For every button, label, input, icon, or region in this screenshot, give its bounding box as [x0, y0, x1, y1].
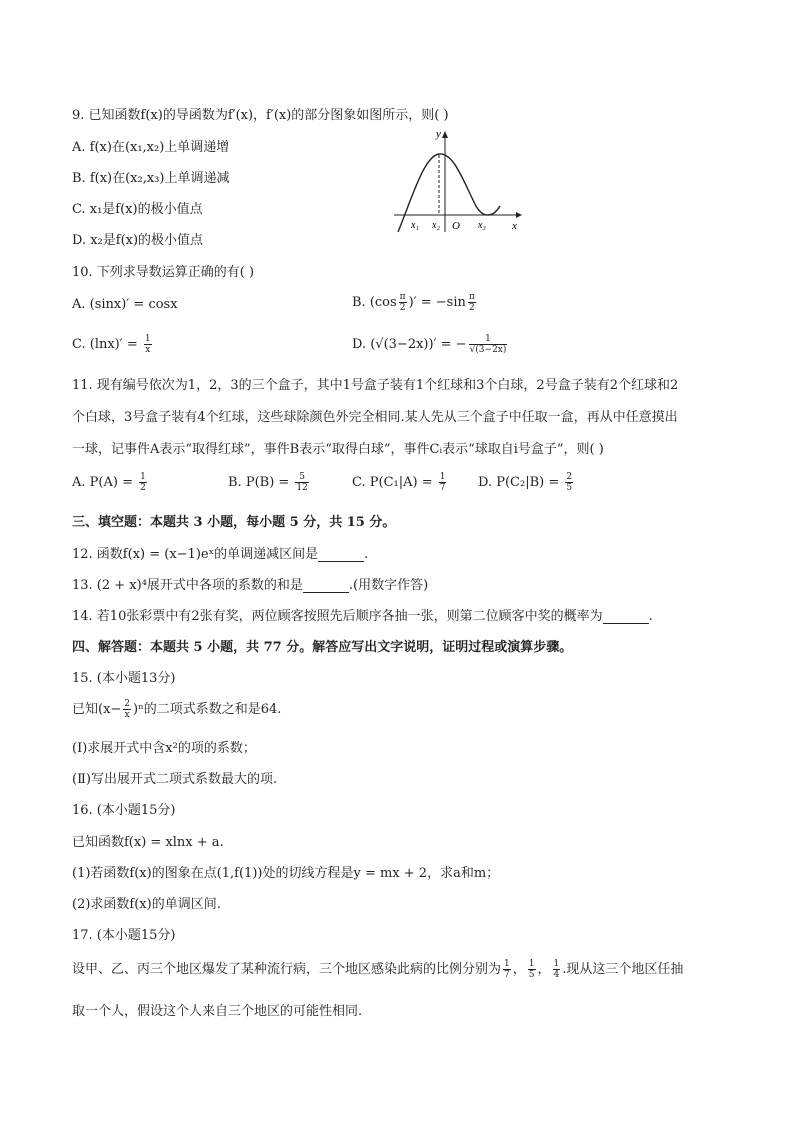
q17-line-2: 取一个人，假设这个人来自三个地区的可能性相同.	[72, 1004, 363, 1019]
q16-line-3: (2)求函数f(x)的单调区间.	[72, 897, 221, 912]
q10-option-b: B. (cos $\frac{\pi}{2}$ )′ = −sin $\frac{\pi}{2}$	[352, 292, 475, 313]
derivative-graph	[392, 128, 524, 234]
q10-stem: 10. 下列求导数运算正确的有( )	[72, 265, 255, 280]
label-x1: x₁	[411, 220, 419, 231]
q13: 13. (2 + x)⁴展开式中各项的系数的和是 .(用数字作答)	[72, 578, 429, 593]
q11-option-d: D. P(C₂|B) = $\frac{2}{5}$	[478, 472, 573, 493]
q9-option-a: A. f(x)在(x₁,x₂)上单调递增	[72, 140, 230, 155]
q15-heading: 15. (本小题13分)	[72, 671, 176, 686]
q9-stem: 9. 已知函数f(x)的导函数为f′(x)，f′(x)的部分图象如图所示，则( )	[72, 108, 449, 123]
q14-answer-blank	[603, 611, 649, 624]
y-axis-arrow	[442, 131, 448, 138]
q16-line-1: 已知函数f(x) = xlnx + a.	[72, 835, 224, 850]
q15-line-1: 已知(x− $\frac{2}{x}$ )ⁿ的二项式系数之和是64.	[72, 699, 282, 720]
q10-option-d: D. (√(3−2x))′ = − $\frac{1}{√(3-2x)}$	[352, 334, 507, 355]
q17-heading: 17. (本小题15分)	[72, 928, 176, 943]
label-origin: O	[452, 220, 460, 232]
x-axis-arrow	[516, 212, 522, 218]
q9-option-c: C. x₁是f(x)的极小值点	[72, 202, 203, 217]
section-3-heading: 三、填空题：本题共 3 小题，每小题 5 分，共 15 分。	[72, 515, 396, 530]
q14: 14. 若10张彩票中有2张有奖，两位顾客按照先后顺序各抽一张，则第二位顾客中奖的概率为 .	[72, 609, 653, 624]
q13-answer-blank	[303, 580, 349, 593]
label-y: y	[436, 128, 441, 140]
q9-option-b: B. f(x)在(x₂,x₃)上单调递减	[72, 171, 230, 186]
q11-option-a: A. P(A) = $\frac{1}{2}$	[72, 472, 146, 493]
q11-line-2: 个白球，3号盒子装有4个红球，这些球除颜色外完全相同.某人先从三个盒子中任取一盒，再从中任意摸出	[72, 410, 678, 425]
q15-line-2: (Ⅰ)求展开式中含x²的项的系数；	[72, 741, 256, 756]
q16-line-2: (1)若函数f(x)的图象在点(1,f(1))处的切线方程是y = mx + 2，求a和m；	[72, 866, 500, 881]
q15-line-3: (Ⅱ)写出展开式二项式系数最大的项.	[72, 772, 278, 787]
q12: 12. 函数f(x) = (x−1)eˣ的单调递减区间是 .	[72, 547, 369, 562]
q11-option-b: B. P(B) = $\frac{5}{12}$	[228, 472, 308, 493]
section-4-heading: 四、解答题：本题共 5 小题，共 77 分。解答应写出文字说明，证明过程或演算步骤。	[72, 640, 573, 655]
q11-option-c: C. P(C₁|A) = $\frac{1}{7}$	[352, 472, 446, 493]
q10-option-c: C. (lnx)′ = $\frac{1}{x}$	[72, 334, 151, 355]
q12-answer-blank	[318, 549, 364, 562]
q16-heading: 16. (本小题15分)	[72, 803, 176, 818]
label-x3: x₃	[478, 220, 486, 231]
q11-line-3: 一球，记事件A表示“取得红球”，事件B表示“取得白球”，事件Cᵢ表示“球取自i号盒子”，则( )	[72, 442, 604, 457]
q9-option-d: D. x₂是f(x)的极小值点	[72, 233, 204, 248]
q11-line-1: 11. 现有编号依次为1，2，3的三个盒子，其中1号盒子装有1个红球和3个白球，2号盒子装有2个红球和2	[72, 378, 679, 393]
label-x2: x₂	[432, 220, 440, 231]
label-x: x	[512, 220, 517, 232]
q17-line-1: 设甲、乙、丙三个地区爆发了某种流行病，三个地区感染此病的比例分别为 $\frac{1}{7}$ ， $\frac{1}{5}$ ， $\frac{1}{4}$ .现从这三个地区任抽	[72, 959, 684, 980]
q10-option-a: A. (sinx)′ = cosx	[72, 297, 178, 312]
